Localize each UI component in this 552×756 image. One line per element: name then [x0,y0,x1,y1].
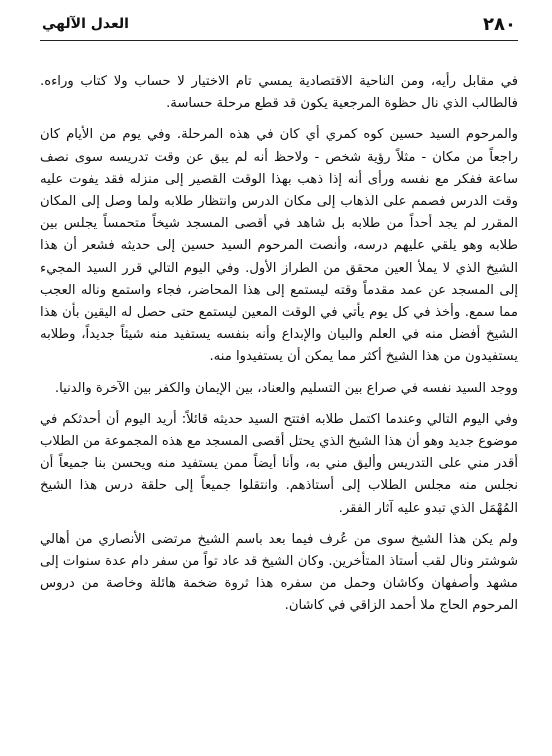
book-page [40,10,518,750]
running-title: العدل الآلهي [42,16,129,32]
page-number: ٢٨٠ [483,14,516,35]
running-header [40,10,518,41]
paragraph: ولم يكن هذا الشيخ سوى من عُرف فيما بعد باسم الشيخ مرتضى الأنصاري من أهالي شوشتر ونال لقب أستاذ المتأخرين. وكان الشيخ قد عاد تواً من سفر دام عدة سنوات إلى مشهد وأصفهان وكاشان وحمل من سفره هذا ثروة ضخمة هائلة وخاصة من دروس المرحوم الحاج ملا أحمد الزاقي في كاشان. [40,531,518,614]
paragraph: ووجد السيد نفسه في صراع بين التسليم والعناد، بين الإيمان والكفر بين الآخرة والدنيا. [54,380,518,396]
paragraph: والمرحوم السيد حسين كوه كمري أي كان في هذه المرحلة. وفي يوم من الأيام كان راجعاً من مكان - مثلاً رؤية شخص - ولاحظ أنه لم يبق عن وقت تدريسه سوى نصف ساعة ففكر مع نفسه ورأى أنه إذا ذهب بهذا الوقت القصير إلى منزله فقد يفوت عليه وقت الدرس فصمم على الذهاب إلى مكان الدرس وانتظار طلابه ولما وصل إلى المكان المقرر لم يجد أحداً من طلابه بل شاهد في أقصى المسجد شيخاً متحمساً يجلس بين طلابه وهو يلقي عليهم درسه، وأنصت المرحوم السيد حسين إلى حديثه فشعر أن هذا الشيخ الذي لا يملأ العين محقق من الطراز الأول. وفي اليوم التالي قرر السيد المجيء إلى المسجد عن عمد مقدماً وقته ليستمع إلى هذا المحاضر، فجاء واستمع وناله العجب مما سمع. وأخذ في كل يوم يأتي في الوقت المعين ليستمع حتى حصل له اليقين بأن هذا الشيخ أفضل منه في العلم والبيان والإبداع وأنه بنفسه يستفيد منه شيئاً جديداً، وطلابه يستفيدون من هذا الشيخ أكثر مما يمكن أن يستفيدوا منه. [40,127,518,365]
paragraph: في مقابل رأيه، ومن الناحية الاقتصادية يمسي تام الاختيار لا حساب ولا كتاب وراءه. فالطالب الذي نال حظوة المرجعية يكون قد قطع مرحلة حساسة. [40,74,518,112]
page-body [40,71,518,618]
paragraph: وفي اليوم التالي وعندما اكتمل طلابه افتتح السيد حديثه قائلاً: أريد اليوم أن أحدثكم في موضوع جديد وهو أن هذا الشيخ الذي يحتل أقصى المسجد مع هذه المجموعة من الطلاب أقدر مني على التدريس وأليق مني به، وأنا أيضاً ممن يستفيد منه ويحسن بنا جميعاً أن نجلس منه مجلس الطلاب إلى أستاذهم. وانتقلوا جميعاً إلى حلقة درس هذا الشيخ المُهْمَل الذي تبدو عليه آثار الفقر. [40,411,518,516]
